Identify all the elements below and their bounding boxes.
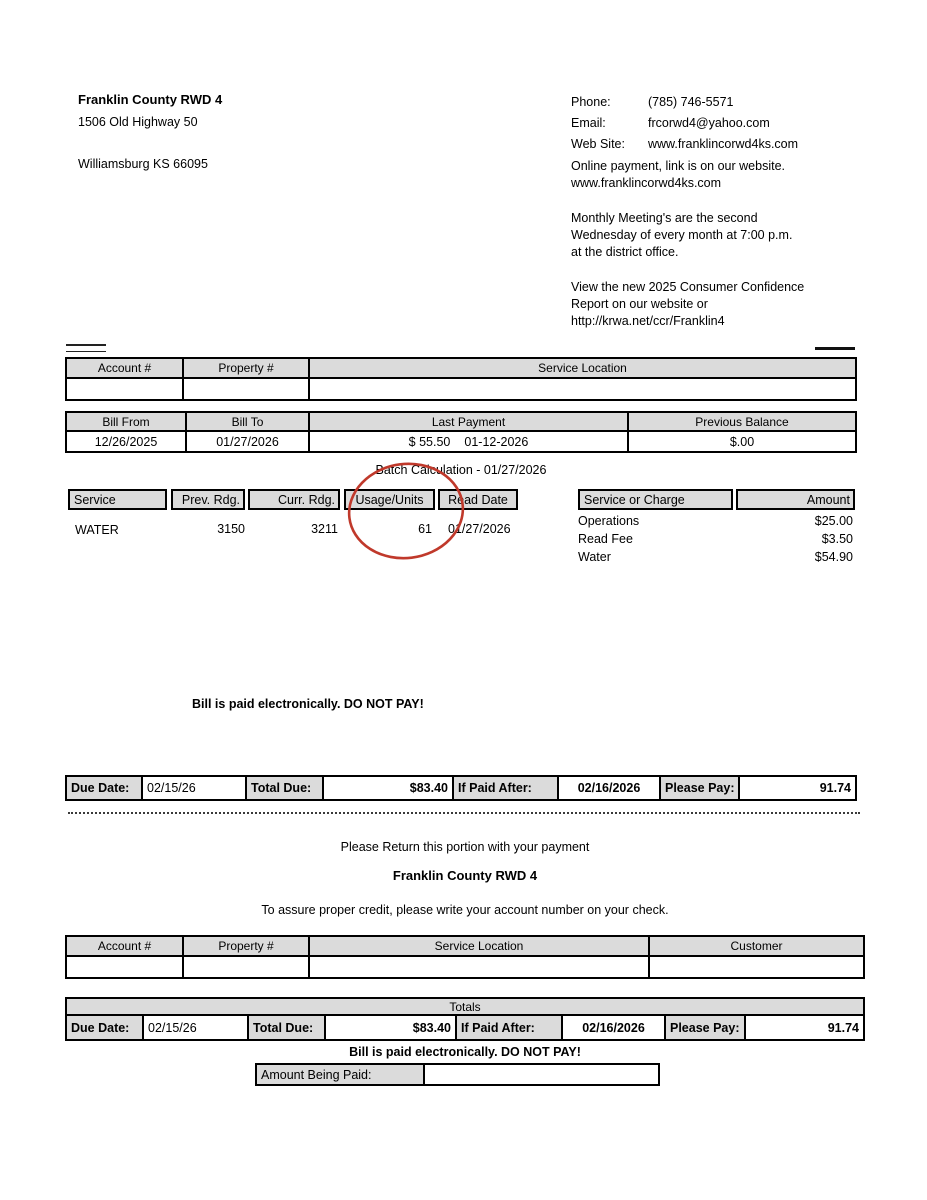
amount-header: Amount xyxy=(736,489,855,510)
customer-value-cell xyxy=(650,957,863,977)
batch-calculation-title: Batch Calculation - 01/27/2026 xyxy=(375,463,547,477)
curr-reading-header: Curr. Rdg. xyxy=(248,489,340,510)
phone-label: Phone: xyxy=(571,95,611,109)
ccr-note-line2: Report on our website or xyxy=(571,297,708,311)
if-paid-after-value: 02/16/2026 xyxy=(559,777,661,799)
sender-address-line1: 1506 Old Highway 50 xyxy=(78,115,198,129)
customer-header: Customer xyxy=(650,937,863,957)
bill-from-header: Bill From xyxy=(67,413,187,432)
perforation-dotted-line xyxy=(68,812,860,814)
online-payment-note-line2: www.franklincorwd4ks.com xyxy=(571,176,722,190)
bill-from-value: 12/26/2025 xyxy=(67,432,187,451)
fold-mark-right xyxy=(815,347,855,350)
property-header: Property # xyxy=(184,937,310,957)
account-table xyxy=(65,357,857,401)
prev-reading-header: Prev. Rdg. xyxy=(171,489,245,510)
red-circle-ellipse xyxy=(344,457,469,564)
amount-being-paid-field xyxy=(423,1063,660,1086)
due-date-label: Due Date: xyxy=(67,777,143,799)
please-pay-value: 91.74 xyxy=(746,1016,863,1039)
service-location-value-cell xyxy=(310,957,650,977)
last-payment-date: 01-12-2026 xyxy=(464,434,529,449)
service-location-header: Service Location xyxy=(310,359,855,379)
service-value: WATER xyxy=(75,523,119,537)
fold-mark-left xyxy=(66,344,106,352)
last-payment-header: Last Payment xyxy=(310,413,629,432)
ccr-note-line1: View the new 2025 Consumer Confidence xyxy=(571,280,805,294)
charge-label: Operations xyxy=(578,514,640,528)
usage-units-value: 61 xyxy=(418,522,432,536)
account-header: Account # xyxy=(67,937,184,957)
last-payment-amount: $ 55.50 xyxy=(408,434,451,449)
please-pay-label: Please Pay: xyxy=(666,1016,746,1039)
return-credit-note: To assure proper credit, please write your account number on your check. xyxy=(261,903,669,917)
please-pay-label: Please Pay: xyxy=(661,777,740,799)
due-date-value: 02/15/26 xyxy=(144,1016,249,1039)
total-due-value: $83.40 xyxy=(324,777,454,799)
charge-amount: $54.90 xyxy=(814,550,853,564)
email-label: Email: xyxy=(571,116,606,130)
bill-to-value: 01/27/2026 xyxy=(187,432,310,451)
account-value-cell xyxy=(67,379,184,399)
charge-amount: $25.00 xyxy=(814,514,853,528)
phone-value: (785) 746-5571 xyxy=(648,95,734,109)
due-date-value: 02/15/26 xyxy=(143,777,247,799)
curr-reading-value: 3211 xyxy=(311,522,338,536)
charge-label: Read Fee xyxy=(578,532,633,546)
if-paid-after-label: If Paid After: xyxy=(454,777,559,799)
meeting-note-line2: Wednesday of every month at 7:00 p.m. xyxy=(571,228,793,242)
total-due-value: $83.40 xyxy=(326,1016,457,1039)
if-paid-after-label: If Paid After: xyxy=(457,1016,563,1039)
return-instruction: Please Return this portion with your payment xyxy=(340,840,590,854)
property-header: Property # xyxy=(184,359,310,379)
stub-account-table xyxy=(65,935,865,979)
do-not-pay-notice: Bill is paid electronically. DO NOT PAY! xyxy=(349,1045,581,1059)
previous-balance-value: $.00 xyxy=(629,432,855,451)
due-date-label: Due Date: xyxy=(67,1016,144,1039)
read-date-value: 01/27/2026 xyxy=(448,522,511,536)
red-circle-annotation xyxy=(330,448,495,578)
website-label: Web Site: xyxy=(571,137,625,151)
meeting-note-line3: at the district office. xyxy=(571,245,679,259)
online-payment-note-line1: Online payment, link is on our website. xyxy=(571,159,785,173)
billing-table xyxy=(65,411,857,453)
account-header: Account # xyxy=(67,359,184,379)
total-due-label: Total Due: xyxy=(247,777,324,799)
totals-title: Totals xyxy=(67,999,863,1016)
total-due-label: Total Due: xyxy=(249,1016,326,1039)
please-pay-value: 91.74 xyxy=(740,777,855,799)
service-location-value-cell xyxy=(310,379,855,399)
ccr-note-line3: http://krwa.net/ccr/Franklin4 xyxy=(571,314,725,328)
previous-balance-header: Previous Balance xyxy=(629,413,855,432)
website-value: www.franklincorwd4ks.com xyxy=(648,137,799,151)
if-paid-after-value: 02/16/2026 xyxy=(563,1016,666,1039)
amount-being-paid-label: Amount Being Paid: xyxy=(255,1063,425,1086)
bill-to-header: Bill To xyxy=(187,413,310,432)
return-payee-name: Franklin County RWD 4 xyxy=(392,868,538,883)
do-not-pay-notice: Bill is paid electronically. DO NOT PAY! xyxy=(192,697,424,711)
payment-summary-row xyxy=(65,775,857,801)
email-value: frcorwd4@yahoo.com xyxy=(648,116,770,130)
sender-name: Franklin County RWD 4 xyxy=(78,92,223,107)
totals-table xyxy=(65,997,865,1041)
meeting-note-line1: Monthly Meeting's are the second xyxy=(571,211,758,225)
sender-address-line2: Williamsburg KS 66095 xyxy=(78,157,208,171)
prev-reading-value: 3150 xyxy=(217,522,245,536)
charge-label: Water xyxy=(578,550,611,564)
account-value-cell xyxy=(67,957,184,977)
service-header: Service xyxy=(68,489,167,510)
read-date-header: Read Date xyxy=(438,489,518,510)
service-location-header: Service Location xyxy=(310,937,650,957)
property-value-cell xyxy=(184,379,310,399)
usage-units-header: Usage/Units xyxy=(344,489,435,510)
charge-amount: $3.50 xyxy=(821,532,853,546)
property-value-cell xyxy=(184,957,310,977)
service-or-charge-header: Service or Charge xyxy=(578,489,733,510)
